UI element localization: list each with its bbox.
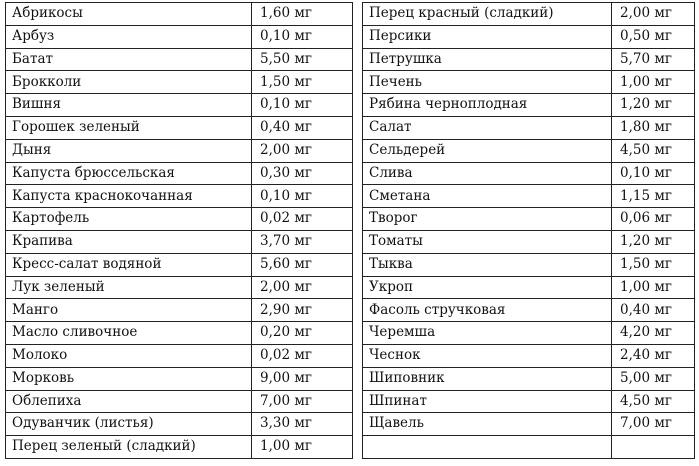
product-name-cell: Сметана [363,185,612,208]
table-row [363,185,695,208]
table-row [363,71,695,94]
amount-cell: 5,50 мг [252,48,353,71]
table-row [6,185,353,208]
amount-cell: 2,00 мг [252,139,353,162]
product-name-cell: Шпинат [363,390,612,413]
product-name-cell: Кресс-салат водяной [6,253,252,276]
product-name-cell: Вишня [6,94,252,117]
product-name-cell: Черемша [363,322,612,345]
table-row [6,299,353,322]
amount-cell: 0,30 мг [252,162,353,185]
table-row [363,48,695,71]
product-name-cell: Сельдерей [363,139,612,162]
product-name-cell: Арбуз [6,25,252,48]
table-row [6,276,353,299]
product-name-cell: Рябина черноплодная [363,94,612,117]
table-row [363,25,695,48]
amount-cell: 7,00 мг [612,413,695,436]
amount-cell: 7,00 мг [252,390,353,413]
table-row [363,390,695,413]
amount-cell: 9,00 мг [252,367,353,390]
table-row [6,390,353,413]
product-name-cell: Капуста краснокочанная [6,185,252,208]
table-row [6,253,353,276]
amount-cell: 1,00 мг [252,436,353,459]
table-row [363,322,695,345]
amount-cell: 0,40 мг [252,116,353,139]
amount-cell: 2,90 мг [252,299,353,322]
table-row [6,116,353,139]
amount-cell: 3,70 мг [252,230,353,253]
table-row [6,344,353,367]
product-name-cell: Персики [363,25,612,48]
amount-cell: 0,02 мг [252,344,353,367]
table-row [6,208,353,231]
product-name-cell: Облепиха [6,390,252,413]
amount-cell: 0,02 мг [252,208,353,231]
amount-cell: 0,10 мг [252,25,353,48]
product-name-cell: Печень [363,71,612,94]
amount-cell: 2,40 мг [612,344,695,367]
table-row [363,299,695,322]
product-name-cell: Перец зеленый (сладкий) [6,436,252,459]
amount-cell: 0,40 мг [612,299,695,322]
product-name-cell: Картофель [6,208,252,231]
amount-cell: 0,20 мг [252,322,353,345]
amount-cell: 1,60 мг [252,3,353,26]
product-name-cell: Укроп [363,276,612,299]
product-name-cell: Морковь [6,367,252,390]
amount-cell: 4,50 мг [612,139,695,162]
table-row [6,3,353,26]
product-name-cell: Шиповник [363,367,612,390]
product-name-cell: Слива [363,162,612,185]
table-row [363,436,695,459]
product-name-cell: Салат [363,116,612,139]
table-row [6,25,353,48]
table-row [6,230,353,253]
product-name-cell: Томаты [363,230,612,253]
amount-cell: 1,15 мг [612,185,695,208]
product-name-cell: Манго [6,299,252,322]
amount-cell: 1,50 мг [252,71,353,94]
table-row [363,230,695,253]
product-name-cell: Абрикосы [6,3,252,26]
amount-cell: 0,10 мг [252,185,353,208]
product-name-cell: Батат [6,48,252,71]
table-row [6,48,353,71]
amount-cell: 4,50 мг [612,390,695,413]
product-name-cell: Капуста брюссельская [6,162,252,185]
left-table [5,2,353,459]
right-table [362,2,695,459]
amount-cell: 3,30 мг [252,413,353,436]
amount-cell: 0,50 мг [612,25,695,48]
amount-cell: 2,00 мг [252,276,353,299]
table-row [363,3,695,26]
amount-cell: 4,20 мг [612,322,695,345]
product-name-cell: Петрушка [363,48,612,71]
product-name-cell: Дыня [6,139,252,162]
table-row [363,139,695,162]
table-row [6,322,353,345]
table-row [363,367,695,390]
product-name-cell: Тыква [363,253,612,276]
amount-cell: 1,20 мг [612,230,695,253]
product-name-cell [363,436,612,459]
amount-cell: 5,70 мг [612,48,695,71]
table-row [363,276,695,299]
table-row [363,94,695,117]
table-row [6,71,353,94]
amount-cell: 1,00 мг [612,71,695,94]
table-row [6,413,353,436]
product-name-cell: Лук зеленый [6,276,252,299]
amount-cell: 5,60 мг [252,253,353,276]
amount-cell: 1,00 мг [612,276,695,299]
amount-cell [612,436,695,459]
product-name-cell: Фасоль стручковая [363,299,612,322]
amount-cell: 5,00 мг [612,367,695,390]
left-table-body [6,3,353,459]
table-row [363,208,695,231]
product-name-cell: Творог [363,208,612,231]
product-name-cell: Масло сливочное [6,322,252,345]
table-row [363,253,695,276]
product-name-cell: Брокколи [6,71,252,94]
table-row [363,413,695,436]
table-row [6,94,353,117]
table-row [363,116,695,139]
product-name-cell: Горошек зеленый [6,116,252,139]
table-row [363,344,695,367]
table-row [6,436,353,459]
amount-cell: 0,10 мг [612,162,695,185]
product-name-cell: Крапива [6,230,252,253]
amount-cell: 1,50 мг [612,253,695,276]
table-row [6,139,353,162]
amount-cell: 0,06 мг [612,208,695,231]
table-row [6,367,353,390]
amount-cell: 0,10 мг [252,94,353,117]
amount-cell: 1,20 мг [612,94,695,117]
product-name-cell: Чеснок [363,344,612,367]
amount-cell: 2,00 мг [612,3,695,26]
table-row [363,162,695,185]
product-name-cell: Щавель [363,413,612,436]
right-table-body [363,3,695,459]
product-name-cell: Перец красный (сладкий) [363,3,612,26]
product-name-cell: Одуванчик (листья) [6,413,252,436]
amount-cell: 1,80 мг [612,116,695,139]
table-row [6,162,353,185]
product-name-cell: Молоко [6,344,252,367]
